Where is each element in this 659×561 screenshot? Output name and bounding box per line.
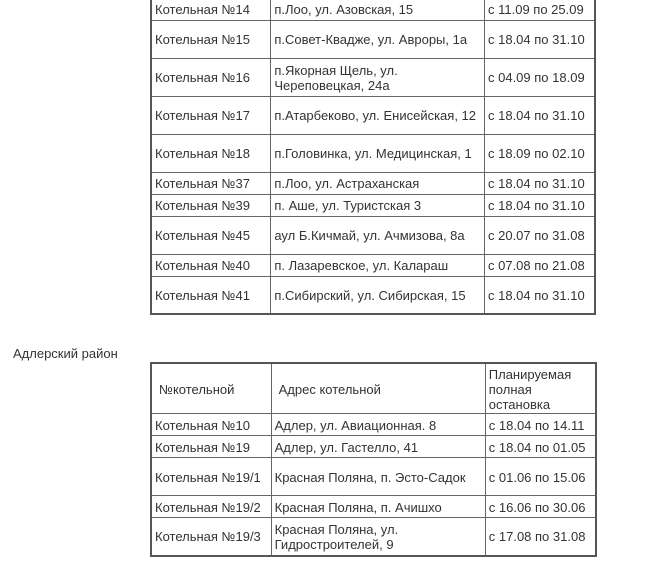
- boiler-address: п. Лазаревское, ул. Калараш: [271, 254, 485, 276]
- table-row: [151, 436, 596, 458]
- table-row: [151, 96, 595, 134]
- shutdown-period: с 18.04 по 31.10: [485, 20, 596, 58]
- table-row: [151, 20, 595, 58]
- table-header-row: [151, 363, 596, 414]
- boiler-address: Адлер, ул. Гастелло, 41: [271, 436, 485, 458]
- shutdown-period: с 18.04 по 14.11: [485, 414, 596, 436]
- shutdown-period: с 18.04 по 31.10: [485, 96, 596, 134]
- boiler-name: Котельная №16: [151, 58, 271, 96]
- header-planned-shutdown: Планируемая полная остановка: [485, 363, 596, 414]
- boiler-name: Котельная №10: [151, 414, 271, 436]
- boiler-name: Котельная №45: [151, 216, 271, 254]
- boiler-address: п.Атарбеково, ул. Енисейская, 12: [271, 96, 485, 134]
- shutdown-period: с 11.09 по 25.09: [485, 0, 596, 20]
- shutdown-period: с 07.08 по 21.08: [485, 254, 596, 276]
- boiler-address: Красная Поляна, п. Ачишхо: [271, 496, 485, 518]
- shutdown-period: с 20.07 по 31.08: [485, 216, 596, 254]
- boiler-name: Котельная №19/3: [151, 518, 271, 556]
- shutdown-period: с 18.04 по 01.05: [485, 436, 596, 458]
- shutdown-period: с 18.04 по 31.10: [485, 172, 596, 194]
- boiler-address: п.Лоо, ул. Азовская, 15: [271, 0, 485, 20]
- shutdown-period: с 18.04 по 31.10: [485, 194, 596, 216]
- section-title-adler: Адлерский район: [13, 346, 118, 361]
- header-boiler-address: Адрес котельной: [271, 363, 485, 414]
- boiler-address: п.Якорная Щель, ул. Череповецкая, 24а: [271, 58, 485, 96]
- boiler-name: Котельная №19/1: [151, 458, 271, 496]
- table-row: [151, 216, 595, 254]
- boiler-name: Котельная №40: [151, 254, 271, 276]
- boiler-name: Котельная №19/2: [151, 496, 271, 518]
- boiler-address: п.Сибирский, ул. Сибирская, 15: [271, 276, 485, 314]
- table-row: [151, 0, 595, 20]
- boiler-address: п.Совет-Квадже, ул. Авроры, 1а: [271, 20, 485, 58]
- table-row: [151, 172, 595, 194]
- boiler-address: аул Б.Кичмай, ул. Ачмизова, 8а: [271, 216, 485, 254]
- shutdown-period: с 18.09 по 02.10: [485, 134, 596, 172]
- boiler-name: Котельная №19: [151, 436, 271, 458]
- shutdown-period: с 17.08 по 31.08: [485, 518, 596, 556]
- table-row: [151, 414, 596, 436]
- table-row: [151, 194, 595, 216]
- table-row: [151, 276, 595, 314]
- boiler-address: Красная Поляна, п. Эсто-Садок: [271, 458, 485, 496]
- header-boiler-number: №котельной: [151, 363, 271, 414]
- boiler-name: Котельная №18: [151, 134, 271, 172]
- boiler-name: Котельная №41: [151, 276, 271, 314]
- boiler-name: Котельная №17: [151, 96, 271, 134]
- boiler-name: Котельная №14: [151, 0, 271, 20]
- shutdown-period: с 04.09 по 18.09: [485, 58, 596, 96]
- boiler-address: п.Лоо, ул. Астраханская: [271, 172, 485, 194]
- boiler-name: Котельная №39: [151, 194, 271, 216]
- table-row: [151, 254, 595, 276]
- boiler-address: Красная Поляна, ул. Гидростроителей, 9: [271, 518, 485, 556]
- table-row: [151, 134, 595, 172]
- boiler-address: п. Аше, ул. Туристская 3: [271, 194, 485, 216]
- boiler-name: Котельная №37: [151, 172, 271, 194]
- boiler-name: Котельная №15: [151, 20, 271, 58]
- table-row: [151, 518, 596, 556]
- table-row: [151, 458, 596, 496]
- lazarevsky-boiler-table: [150, 0, 596, 315]
- shutdown-period: с 16.06 по 30.06: [485, 496, 596, 518]
- table-row: [151, 58, 595, 96]
- adler-boiler-table: [150, 362, 597, 557]
- table-row: [151, 496, 596, 518]
- boiler-address: п.Головинка, ул. Медицинская, 1: [271, 134, 485, 172]
- shutdown-period: с 18.04 по 31.10: [485, 276, 596, 314]
- shutdown-period: с 01.06 по 15.06: [485, 458, 596, 496]
- boiler-address: Адлер, ул. Авиационная. 8: [271, 414, 485, 436]
